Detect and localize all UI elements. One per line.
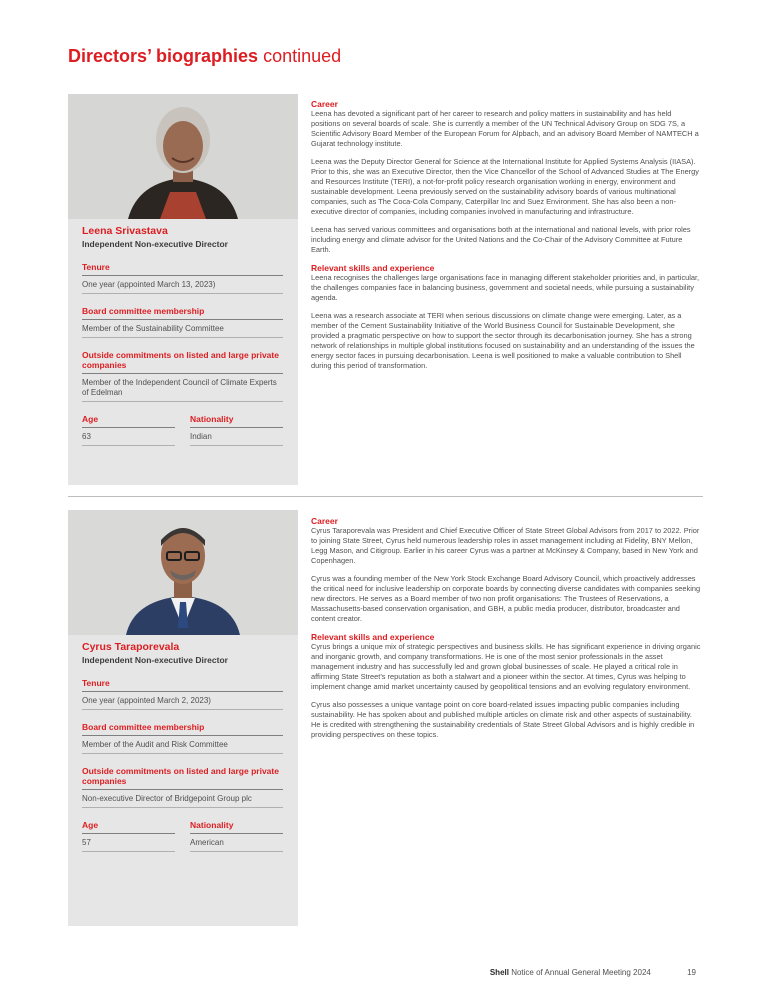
director-bio-2 [311,516,701,748]
career-heading: Career [311,516,338,526]
footer-brand: Shell [489,968,509,977]
nationality-label: Nationality [190,414,283,428]
section-divider [68,496,703,497]
career-paragraph: Cyrus Taraporevala was President and Chief Executive Officer of State Street Global Advisors from 2017 to 2022. Prior to joining State Street, Cyrus held numerous leadership roles in asset management including at Fidelity, BNY Mellon, Legg Mason, and Citigroup. Earlier in his career Cyrus was a partner at McKinsey & Company, based in New York and Copenhagen. [311,526,700,565]
portrait-leena [68,94,298,219]
age-label: Age [82,820,175,834]
director-role: Independent Non-executive Director [82,239,228,249]
continued-label: continued [263,46,342,66]
director-photo-1 [68,94,298,219]
director-info-2 [82,641,283,852]
skills-paragraph: Cyrus brings a unique mix of strategic perspectives and business skills. He has significant experience in driving organic and inorganic growth, and company transformations. He is one of the most senior professionals in the asset management industry and has successfully led and grown global businesses of scale. He played a critical role in affirming State Street’s reputation as both a stalwart and a pioneer within the sector. At times, Cyrus was helping to implement change amid market uncertainty caused by geopolitical tensions and an evolving regulatory environment. [311,642,701,691]
director-bio-1 [311,99,701,379]
portrait-cyrus [68,510,298,635]
footer-document-title: Notice of Annual General Meeting 2024 [511,968,651,977]
skills-paragraph: Leena recognises the challenges large organisations face in managing different stakeholder priorities and, in particular, the challenges companies face in balancing business, government and societal needs, while pursuing a sustainability agenda. [311,273,700,302]
nationality-value: Indian [190,428,283,446]
age-nationality-row [82,402,283,446]
director-photo-2 [68,510,298,635]
age-nationality-row [82,808,283,852]
skills-heading: Relevant skills and experience [311,632,435,642]
committee-value: Member of the Audit and Risk Committee [82,736,283,754]
tenure-value: One year (appointed March 13, 2023) [82,276,283,294]
skills-paragraph: Cyrus also possesses a unique vantage point on core board-related issues impacting public companies including sustainability. He has spoken about and published multiple articles on climate risk and other aspects of sustainability. He is credited with strengthening the sustainability credentials of State Street Global Advisors and is highly credible in providing perspectives on these topics. [311,700,695,739]
tenure-label: Tenure [82,678,283,692]
career-paragraph: Leena has devoted a significant part of her career to research and policy matters in sustainability and has held positions on several boards of scale. She is currently a member of the UN Technical Advisory Group on SDG 7S, a Scientific Advisory Board Member of the European Forum for Alpbach, and an advisory Board Member of NAMTECH a Gujarat technology institute. [311,109,699,148]
career-paragraph: Leena has served various committees and organisations both at the international and national levels, with prior roles including energy and climate advisor for the United Nations and the Co-Chair of the Advisory Committee at Future Earth. [311,225,691,254]
skills-heading: Relevant skills and experience [311,263,435,273]
page-title [68,44,341,68]
director-role: Independent Non-executive Director [82,655,228,665]
committee-label: Board committee membership [82,306,283,320]
tenure-value: One year (appointed March 2, 2023) [82,692,283,710]
committee-value: Member of the Sustainability Committee [82,320,283,338]
committee-label: Board committee membership [82,722,283,736]
nationality-label: Nationality [190,820,283,834]
age-value: 63 [82,428,175,446]
tenure-label: Tenure [82,262,283,276]
age-label: Age [82,414,175,428]
age-value: 57 [82,834,175,852]
director-name: Cyrus Taraporevala [82,641,180,653]
outside-commitments-value: Non-executive Director of Bridgepoint Group plc [82,790,283,808]
outside-commitments-label: Outside commitments on listed and large private companies [82,766,283,790]
title-text: Directors’ biographies [68,46,259,66]
director-info-1 [82,225,283,446]
skills-paragraph: Leena was a research associate at TERI when serious discussions on climate change were emerging. Later, as a member of the Cement Sustainability Initiative of the World Business Council for Sustainable Development, she provided a pragmatic perspective on how to support the sector through its decarbonisation journey. She has a strong network of relationships in multiple global institutions focused on sustainability and an understanding of the issues the energy sector faces in pursuing decarbonisation. Leena is well positioned to make a valuable contribution to Shell during this period of transformation. [311,311,695,370]
outside-commitments-label: Outside commitments on listed and large private companies [82,350,283,374]
nationality-value: American [190,834,283,852]
career-paragraph: Leena was the Deputy Director General for Science at the International Institute for Applied Systems Analysis (IIASA). Prior to this, she was an Executive Director, then the Vice Chancellor of the School of Advanced Studies at The Energy and Resources Institute (TERI), a not-for-profit policy research organisation working in energy, environment and sustainable development. Leena previously served on the sustainability advisory boards of various multinational companies, such as The Coca-Cola Company, Caterpillar Inc and Suez Environment. She has also been a non-executive director of companies, including companies involved in manufacturing and infrastructure. [311,157,699,216]
page-number: 19 [687,968,696,977]
director-name: Leena Srivastava [82,225,168,237]
outside-commitments-value: Member of the Independent Council of Climate Experts of Edelman [82,374,283,402]
career-heading: Career [311,99,338,109]
page-footer [490,968,696,977]
career-paragraph: Cyrus was a founding member of the New York Stock Exchange Board Advisory Council, which proactively addresses the critical need for inclusive leadership on corporate boards by connecting diverse candidates with companies seeking new directors. He serves as a Board member of two non profit organisations: The Trustees of Reservations, a Massachusetts-based conservation organisation, and GBH, a public media producer, distributor, broadcaster and content creator. [311,574,701,623]
